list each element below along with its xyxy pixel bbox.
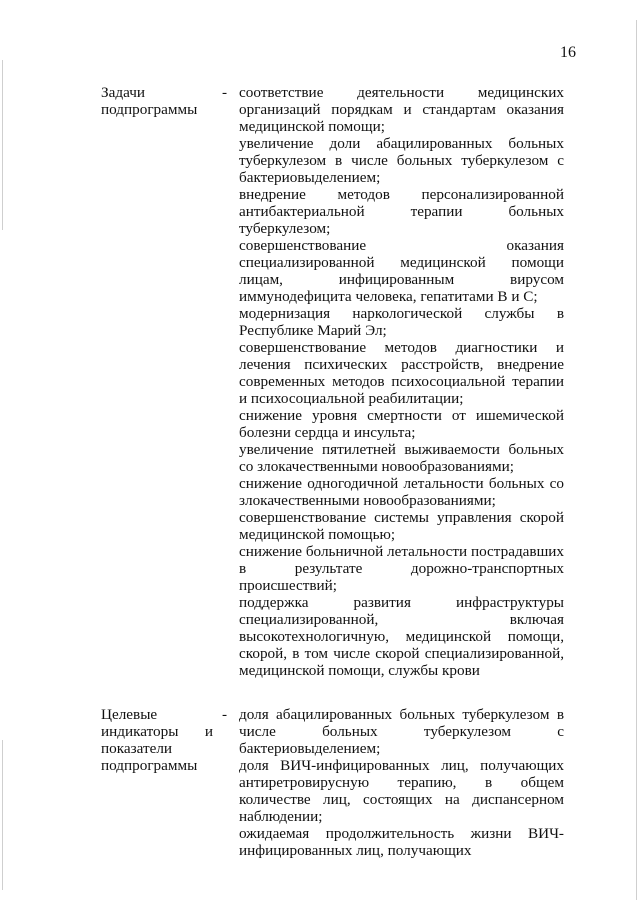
list-item: модернизация наркологической службы в Республике Марий Эл; (239, 305, 564, 339)
list-item: совершенствование методов диагностики и лечения психических расстройств, внедрение современных методов психосоциальной терапии и психосоциальной реабилитации; (239, 339, 564, 407)
indicators-label (101, 706, 213, 774)
label-line: Задачи (101, 84, 145, 101)
list-item: снижение больничной летальности пострадавших в результате дорожно-транспортных происшествий; (239, 543, 564, 594)
list-item: доля абацилированных больных туберкулезом в числе больных туберкулезом с бактериовыделением; (239, 706, 564, 757)
list-item: поддержка развития инфраструктуры специализированной, включая высокотехнологичную, медицинской помощи, скорой, в том числе скорой специализированной, медицинской помощи, службы крови (239, 594, 564, 679)
tasks-label (101, 84, 213, 118)
list-item: ожидаемая продолжительность жизни ВИЧ-инфицированных лиц, получающих (239, 825, 564, 859)
indicators-list (239, 706, 564, 859)
label-line: индикаторы (101, 723, 179, 740)
list-item: увеличение доли абацилированных больных туберкулезом в числе больных туберкулезом с бактериовыделением; (239, 135, 564, 186)
list-item: доля ВИЧ-инфицированных лиц, получающих антиретровирусную терапию, в общем количестве лиц, состоящих на диспансерном наблюдении; (239, 757, 564, 825)
label-line: и (204, 723, 213, 740)
list-item: внедрение методов персонализированной антибактериальной терапии больных туберкулезом; (239, 186, 564, 237)
label-row (101, 723, 213, 740)
label-line: показатели (101, 740, 173, 757)
label-dash: - (222, 84, 228, 101)
list-item: совершенствование системы управления скорой медицинской помощью; (239, 509, 564, 543)
label-line: подпрограммы (101, 101, 198, 118)
label-line: подпрограммы (101, 757, 198, 774)
label-dash: - (222, 706, 228, 723)
tasks-list (239, 84, 564, 679)
scan-edge-mark (2, 740, 3, 890)
scan-edge-mark (2, 60, 3, 230)
list-item: снижение уровня смертности от ишемической болезни сердца и инсульта; (239, 407, 564, 441)
label-line: Целевые (101, 706, 158, 723)
list-item: совершенствование оказания специализированной медицинской помощи лицам, инфицированным вирусом иммунодефицита человека, гепатитами В и С; (239, 237, 564, 305)
list-item: соответствие деятельности медицинских организаций порядкам и стандартам оказания медицинской помощи; (239, 84, 564, 135)
scan-edge-mark (636, 20, 637, 900)
list-item: увеличение пятилетней выживаемости больных со злокачественными новообразованиями; (239, 441, 564, 475)
list-item: снижение одногодичной летальности больных со злокачественными новообразованиями; (239, 475, 564, 509)
page-number: 16 (560, 44, 576, 61)
